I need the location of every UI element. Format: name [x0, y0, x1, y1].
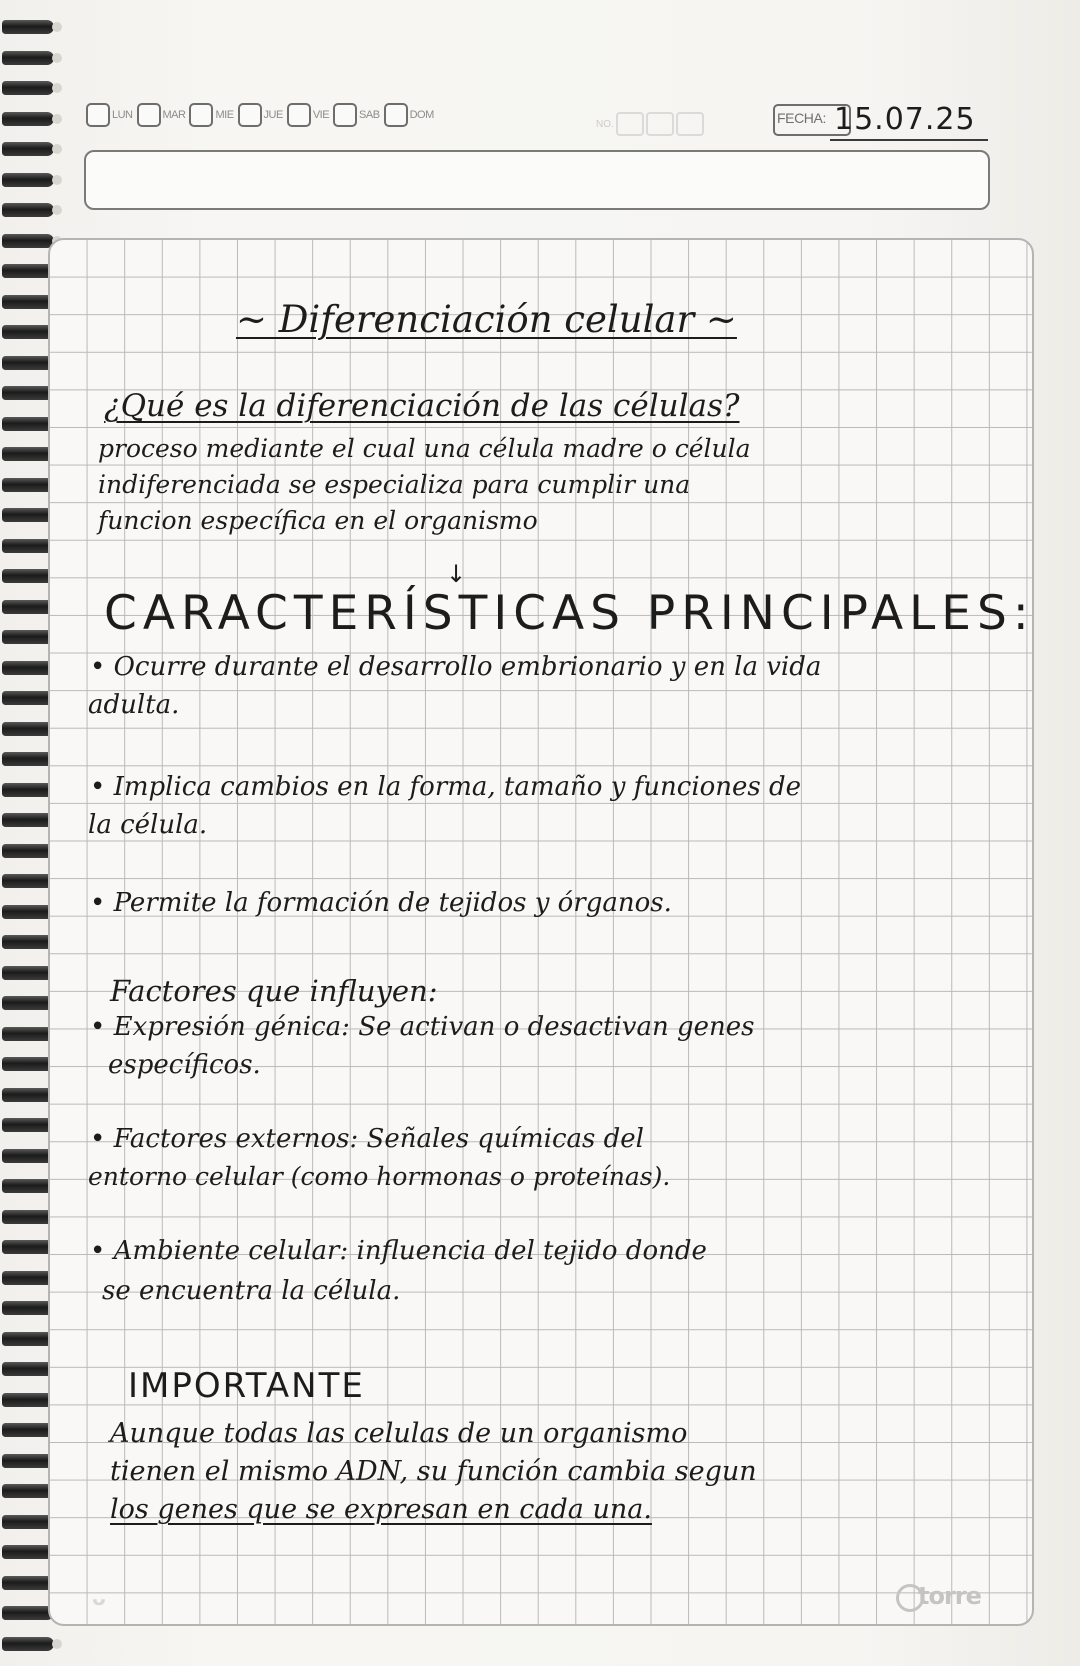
spiral-ring — [2, 1637, 54, 1651]
day-mar[interactable] — [137, 103, 186, 127]
factor-item-cont: específicos. — [108, 1050, 261, 1080]
number-label: NO. — [596, 118, 614, 130]
factor-item: • Ambiente celular: influencia del tejido donde — [90, 1236, 707, 1266]
weekday-checkboxes — [86, 100, 434, 130]
spiral-ring — [2, 1576, 54, 1590]
spiral-ring — [2, 112, 54, 126]
spiral-ring — [2, 142, 54, 156]
spiral-ring — [2, 417, 54, 431]
important-line: los genes que se expresan en cada una. — [110, 1494, 652, 1525]
note-title: ~ Diferenciación celular ~ — [236, 298, 737, 341]
characteristic-item-cont: adulta. — [88, 690, 180, 720]
important-heading: IMPORTANTE — [128, 1366, 365, 1406]
definition-line: funcion específica en el organismo — [98, 506, 538, 535]
characteristic-item-cont: la célula. — [88, 810, 208, 840]
spiral-ring — [2, 752, 54, 766]
spiral-ring — [2, 264, 54, 278]
spiral-ring — [2, 1240, 54, 1254]
checkbox[interactable] — [333, 103, 357, 127]
date-value: 15.07.25 — [834, 102, 976, 137]
question-heading: ¿Qué es la diferenciación de las células? — [104, 388, 740, 424]
important-line: Aunque todas las celulas de un organismo — [110, 1418, 688, 1449]
spiral-ring — [2, 1301, 54, 1315]
day-jue[interactable] — [238, 103, 283, 127]
spiral-ring — [2, 1362, 54, 1376]
checkbox[interactable] — [287, 103, 311, 127]
spiral-ring — [2, 691, 54, 705]
day-label: MIE — [215, 109, 234, 121]
spiral-ring — [2, 356, 54, 370]
title-field — [84, 150, 990, 210]
spiral-ring — [2, 600, 54, 614]
spiral-ring — [2, 1332, 54, 1346]
spiral-ring — [2, 234, 54, 248]
spiral-ring — [2, 966, 54, 980]
spiral-ring — [2, 1271, 54, 1285]
brand-name: torre — [918, 1582, 981, 1610]
day-label: MAR — [162, 109, 186, 121]
checkbox[interactable] — [86, 103, 110, 127]
spiral-ring — [2, 1057, 54, 1071]
spiral-ring — [2, 1545, 54, 1559]
spiral-ring — [2, 1393, 54, 1407]
day-vie[interactable] — [287, 103, 329, 127]
spiral-ring — [2, 905, 54, 919]
spiral-ring — [2, 1515, 54, 1529]
arrow-down-icon: ↓ — [446, 560, 467, 588]
spiral-ring — [2, 1210, 54, 1224]
spiral-ring — [2, 1484, 54, 1498]
spiral-ring — [2, 1454, 54, 1468]
spiral-ring — [2, 1423, 54, 1437]
characteristic-item: • Ocurre durante el desarrollo embrionario y en la vida — [90, 652, 822, 682]
day-dom[interactable] — [384, 103, 434, 127]
spiral-ring — [2, 569, 54, 583]
spiral-ring — [2, 478, 54, 492]
checkbox[interactable] — [137, 103, 161, 127]
spiral-ring — [2, 935, 54, 949]
spiral-ring — [2, 874, 54, 888]
watermark-logo: ᴗ — [92, 1586, 106, 1610]
day-label: SAB — [359, 109, 380, 121]
characteristic-item: • Implica cambios en la forma, tamaño y funciones de — [90, 772, 802, 802]
date-label: FECHA: — [777, 110, 826, 126]
spiral-ring — [2, 295, 54, 309]
spiral-ring — [2, 508, 54, 522]
spiral-ring — [2, 722, 54, 736]
number-box — [616, 112, 644, 136]
spiral-ring — [2, 1027, 54, 1041]
definition-line: indiferenciada se especializa para cumplir una — [98, 470, 691, 499]
checkbox[interactable] — [189, 103, 213, 127]
definition-line: proceso mediante el cual una célula madre o célula — [98, 434, 751, 463]
day-label: DOM — [409, 109, 434, 121]
spiral-ring — [2, 844, 54, 858]
spiral-ring — [2, 1088, 54, 1102]
day-label: VIE — [312, 109, 330, 121]
factor-item: • Factores externos: Señales químicas del — [90, 1124, 644, 1154]
spiral-ring — [2, 203, 54, 217]
number-field — [596, 112, 704, 136]
spiral-ring — [2, 996, 54, 1010]
spiral-ring — [2, 173, 54, 187]
spiral-ring — [2, 661, 54, 675]
spiral-ring — [2, 1118, 54, 1132]
checkbox[interactable] — [238, 103, 262, 127]
factors-heading: Factores que influyen: — [110, 974, 438, 1008]
spiral-ring — [2, 1606, 54, 1620]
checkbox[interactable] — [384, 103, 408, 127]
spiral-ring — [2, 51, 54, 65]
factor-item: • Expresión génica: Se activan o desactivan genes — [90, 1012, 755, 1042]
characteristics-heading: CARACTERÍSTICAS PRINCIPALES: — [104, 586, 1035, 641]
characteristic-item: • Permite la formación de tejidos y órganos. — [90, 888, 672, 918]
spiral-ring — [2, 783, 54, 797]
factor-item-cont: se encuentra la célula. — [102, 1276, 401, 1306]
spiral-ring — [2, 630, 54, 644]
date-underline — [830, 139, 988, 141]
spiral-ring — [2, 447, 54, 461]
day-mie[interactable] — [189, 103, 233, 127]
spiral-ring — [2, 386, 54, 400]
important-line: tienen el mismo ADN, su función cambia segun — [110, 1456, 757, 1487]
day-label: JUE — [263, 109, 283, 121]
spiral-ring — [2, 539, 54, 553]
spiral-ring — [2, 20, 54, 34]
factor-item-cont: entorno celular (como hormonas o proteínas). — [88, 1162, 671, 1191]
day-lun[interactable] — [86, 103, 133, 127]
spiral-ring — [2, 325, 54, 339]
spiral-ring — [2, 81, 54, 95]
number-box — [676, 112, 704, 136]
number-box — [646, 112, 674, 136]
spiral-ring — [2, 813, 54, 827]
day-label: LUN — [112, 109, 133, 121]
spiral-ring — [2, 1179, 54, 1193]
spiral-ring — [2, 1149, 54, 1163]
day-sab[interactable] — [333, 103, 380, 127]
